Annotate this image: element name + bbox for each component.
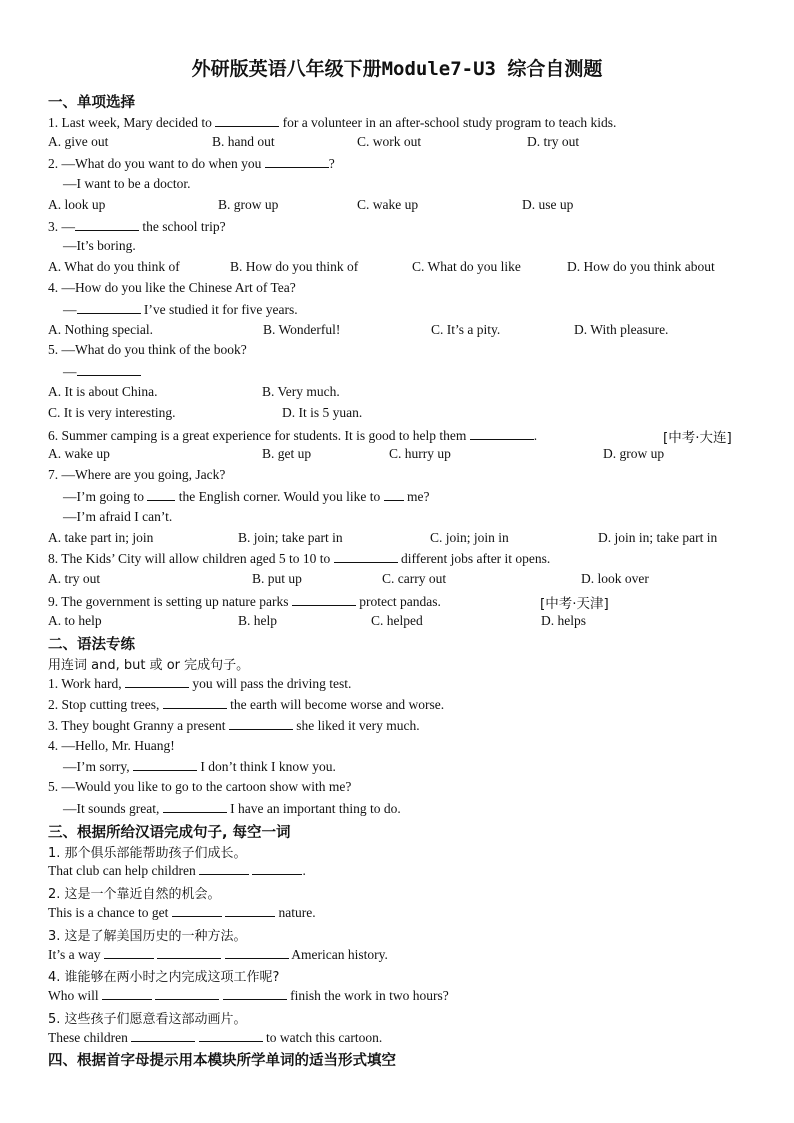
- answer-blank[interactable]: [225, 946, 289, 959]
- answer-line: — I’ve studied it for five years.: [63, 302, 298, 317]
- translation-item-4: Who will finish the work in two hours?: [48, 988, 449, 1003]
- option-b[interactable]: B. Very much.: [262, 384, 340, 399]
- grammar-item-5: 5. —Would you like to go to the cartoon show with me?: [48, 779, 352, 794]
- option-a[interactable]: A. give out: [48, 134, 109, 149]
- source-tag: [中考·天津]: [540, 596, 609, 612]
- answer-blank[interactable]: [125, 675, 189, 688]
- translation-item-5: These children to watch this cartoon.: [48, 1030, 383, 1045]
- option-c[interactable]: C. hurry up: [389, 446, 451, 461]
- option-c[interactable]: C. It is very interesting.: [48, 405, 176, 420]
- option-d[interactable]: D. How do you think about: [567, 259, 715, 274]
- answer-blank[interactable]: [384, 488, 404, 501]
- question-8: 8. The Kids’ City will allow children aged 5 to 10 to different jobs after it opens.: [48, 551, 551, 566]
- option-c[interactable]: C. What do you like: [412, 259, 521, 274]
- grammar-item-3: 3. They bought Granny a present she liked it very much.: [48, 718, 420, 733]
- page-title: 外研版英语八年级下册Module7-U3 综合自测题: [191, 58, 603, 80]
- answer-blank[interactable]: [131, 1029, 195, 1042]
- answer-line: —I’m sorry, I don’t think I know you.: [63, 759, 336, 774]
- answer-line: —: [63, 363, 141, 380]
- option-b[interactable]: B. join; take part in: [238, 530, 343, 545]
- answer-blank[interactable]: [155, 987, 219, 1000]
- answer-blank[interactable]: [215, 114, 279, 127]
- answer-blank[interactable]: [172, 904, 222, 917]
- option-b[interactable]: B. get up: [262, 446, 312, 461]
- source-tag: [中考·大连]: [663, 430, 732, 446]
- option-d[interactable]: D. With pleasure.: [574, 322, 669, 337]
- option-c[interactable]: C. work out: [357, 134, 422, 149]
- answer-blank[interactable]: [470, 427, 534, 440]
- question-9: 9. The government is setting up nature parks protect pandas.: [48, 594, 441, 609]
- answer-line: —I’m afraid I can’t.: [63, 509, 173, 524]
- option-a[interactable]: A. try out: [48, 571, 101, 586]
- grammar-item-2: 2. Stop cutting trees, the earth will become worse and worse.: [48, 697, 445, 712]
- option-b[interactable]: B. help: [238, 613, 277, 628]
- grammar-item-1: 1. Work hard, you will pass the driving test.: [48, 676, 352, 691]
- option-a[interactable]: A. It is about China.: [48, 384, 158, 399]
- option-d[interactable]: D. join in; take part in: [598, 530, 718, 545]
- answer-blank[interactable]: [77, 301, 141, 314]
- section-heading-2: 二、语法专练: [48, 637, 135, 653]
- answer-blank[interactable]: [104, 946, 154, 959]
- answer-blank[interactable]: [292, 593, 356, 606]
- option-c[interactable]: C. helped: [371, 613, 423, 628]
- question-1: 1. Last week, Mary decided to for a volunteer in an after-school study program to teach kids.: [48, 115, 617, 130]
- answer-blank[interactable]: [225, 904, 275, 917]
- chinese-prompt-5: 5. 这些孩子们愿意看这部动画片。: [48, 1012, 247, 1027]
- option-c[interactable]: C. carry out: [382, 571, 447, 586]
- answer-blank[interactable]: [265, 155, 329, 168]
- option-b[interactable]: B. hand out: [212, 134, 275, 149]
- answer-blank[interactable]: [157, 946, 221, 959]
- section-heading-3: 三、根据所给汉语完成句子, 每空一词: [48, 825, 291, 841]
- option-b[interactable]: B. put up: [252, 571, 302, 586]
- answer-line: —I’m going to the English corner. Would you like to me?: [63, 489, 430, 504]
- answer-blank[interactable]: [229, 717, 293, 730]
- option-a[interactable]: A. What do you think of: [48, 259, 180, 274]
- chinese-prompt-3: 3. 这是了解美国历史的一种方法。: [48, 929, 247, 944]
- translation-item-2: This is a chance to get nature.: [48, 905, 316, 920]
- answer-blank[interactable]: [199, 862, 249, 875]
- question-6: 6. Summer camping is a great experience for students. It is good to help them .: [48, 428, 538, 443]
- translation-item-1: That club can help children .: [48, 863, 306, 878]
- question-5: 5. —What do you think of the book?: [48, 342, 247, 357]
- question-2: 2. —What do you want to do when you ?: [48, 156, 335, 171]
- option-d[interactable]: D. grow up: [603, 446, 665, 461]
- answer-line: —I want to be a doctor.: [63, 176, 191, 191]
- option-a[interactable]: A. look up: [48, 197, 106, 212]
- answer-blank[interactable]: [75, 218, 139, 231]
- answer-blank[interactable]: [163, 800, 227, 813]
- chinese-prompt-1: 1. 那个俱乐部能帮助孩子们成长。: [48, 846, 247, 861]
- instruction: 用连词 and, but 或 or 完成句子。: [48, 658, 250, 673]
- option-a[interactable]: A. Nothing special.: [48, 322, 153, 337]
- option-b[interactable]: B. How do you think of: [230, 259, 359, 274]
- answer-blank[interactable]: [334, 550, 398, 563]
- answer-blank[interactable]: [102, 987, 152, 1000]
- chinese-prompt-4: 4. 谁能够在两小时之内完成这项工作呢?: [48, 970, 280, 985]
- answer-blank[interactable]: [163, 696, 227, 709]
- answer-blank[interactable]: [77, 363, 141, 376]
- answer-blank[interactable]: [133, 758, 197, 771]
- translation-item-3: It’s a way American history.: [48, 947, 388, 962]
- chinese-prompt-2: 2. 这是一个靠近自然的机会。: [48, 887, 221, 902]
- question-4: 4. —How do you like the Chinese Art of Tea?: [48, 280, 296, 295]
- answer-blank[interactable]: [147, 488, 175, 501]
- option-c[interactable]: C. join; join in: [430, 530, 509, 545]
- question-3: 3. — the school trip?: [48, 219, 226, 234]
- option-a[interactable]: A. take part in; join: [48, 530, 154, 545]
- option-d[interactable]: D. look over: [581, 571, 649, 586]
- answer-blank[interactable]: [223, 987, 287, 1000]
- option-d[interactable]: D. use up: [522, 197, 574, 212]
- answer-line: —It’s boring.: [63, 238, 136, 253]
- option-a[interactable]: A. wake up: [48, 446, 110, 461]
- question-7: 7. —Where are you going, Jack?: [48, 467, 226, 482]
- answer-blank[interactable]: [199, 1029, 263, 1042]
- option-c[interactable]: C. It’s a pity.: [431, 322, 501, 337]
- answer-blank[interactable]: [252, 862, 302, 875]
- option-b[interactable]: B. Wonderful!: [263, 322, 341, 337]
- answer-line: —It sounds great, I have an important thing to do.: [63, 801, 401, 816]
- section-heading-4: 四、根据首字母提示用本模块所学单词的适当形式填空: [48, 1053, 396, 1069]
- option-a[interactable]: A. to help: [48, 613, 102, 628]
- option-d[interactable]: D. try out: [527, 134, 580, 149]
- section-heading-1: 一、单项选择: [48, 95, 135, 111]
- option-d[interactable]: D. helps: [541, 613, 586, 628]
- grammar-item-4: 4. —Hello, Mr. Huang!: [48, 738, 175, 753]
- option-b[interactable]: B. grow up: [218, 197, 279, 212]
- option-c[interactable]: C. wake up: [357, 197, 419, 212]
- option-d[interactable]: D. It is 5 yuan.: [282, 405, 363, 420]
